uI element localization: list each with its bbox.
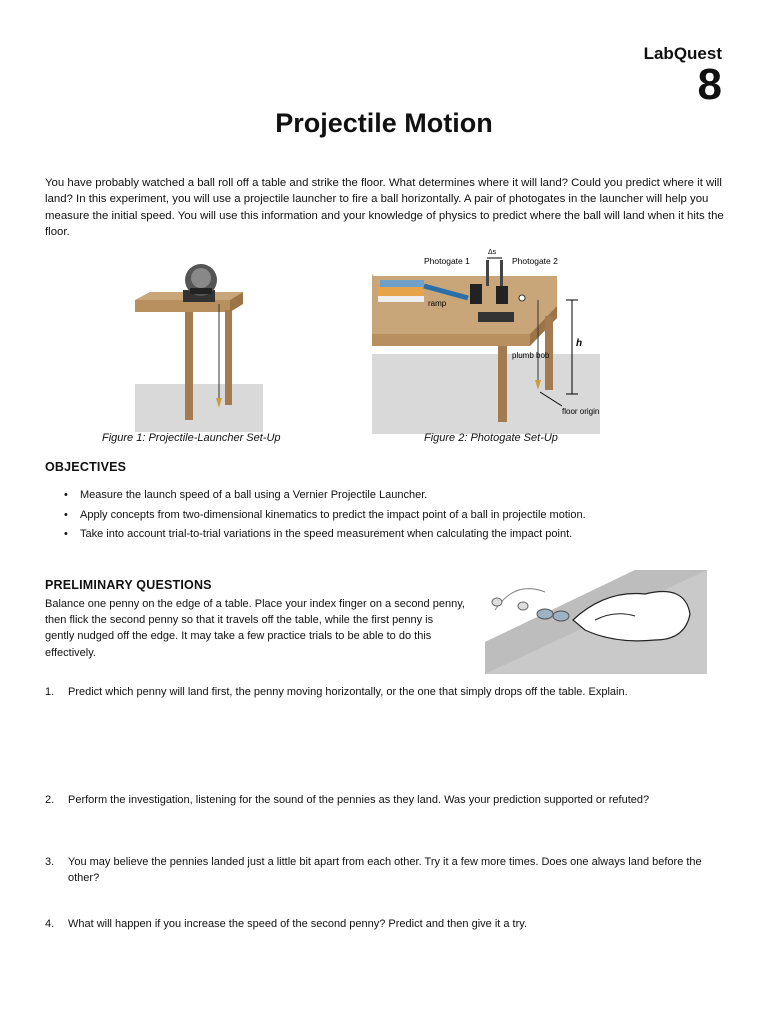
objective-item: • Measure the launch speed of a ball using a Vernier Projectile Launcher. <box>64 486 586 506</box>
photogate-2-label: Photogate 2 <box>512 256 558 266</box>
plumb-bob-label: plumb bob <box>512 351 550 360</box>
page-title: Projectile Motion <box>275 108 493 138</box>
lab-label: LabQuest <box>643 44 722 63</box>
preliminary-heading: PRELIMINARY QUESTIONS <box>45 578 212 592</box>
objective-item: • Take into account trial-to-trial variations in the speed measurement when calculating the impact point. <box>64 525 586 545</box>
question-number: 3. <box>45 856 55 868</box>
ramp-label: ramp <box>428 299 447 308</box>
figure-1-caption: Figure 1: Projectile-Launcher Set-Up <box>102 432 281 444</box>
figure-2-photogate-image <box>372 246 600 434</box>
delta-s-label: Δs <box>488 249 497 256</box>
question-1 <box>45 684 725 700</box>
question-text: Predict which penny will land first, the penny moving horizontally, or the one that simply drops off the table. Explain. <box>68 686 628 698</box>
question-4 <box>45 916 725 932</box>
photogate-1-label: Photogate 1 <box>424 256 470 266</box>
objectives-list <box>64 486 586 545</box>
intro-paragraph: You have probably watched a ball roll off a table and strike the floor. What determines where it will land? Could you predict where it will land? In this experiment, you will use a projectile launcher to fire a ball horizontally. A pair of photogates in the launcher will help you measure the initial speed. You will use this information and your knowledge of physics to predict where the ball will land when it hits the floor. <box>45 177 724 238</box>
question-2 <box>45 792 725 808</box>
question-text: You may believe the pennies landed just a little bit apart from each other. Try it a few more times. Does one always land before the other? <box>68 856 702 884</box>
objective-item: • Apply concepts from two-dimensional kinematics to predict the impact point of a ball in projectile motion. <box>64 506 586 526</box>
h-label: h <box>576 338 583 349</box>
question-number: 4. <box>45 918 55 930</box>
question-3 <box>45 854 725 886</box>
question-text: What will happen if you increase the speed of the second penny? Predict and then give it a try. <box>68 918 528 930</box>
penny-flick-image <box>485 570 707 674</box>
question-number: 1. <box>45 686 55 698</box>
preliminary-text: Balance one penny on the edge of a table. Place your index finger on a second penny, then flick the second penny so that it travels off the table, while the first penny is gently nudged off the edge. It may take a few practice trials to be able to do this effectively. <box>45 598 465 659</box>
objectives-heading: OBJECTIVES <box>45 460 127 474</box>
lab-number: 8 <box>697 60 722 109</box>
question-text: Perform the investigation, listening for the sound of the pennies as they land. Was your prediction supported or refuted? <box>68 794 650 806</box>
floor-origin-label: floor origin <box>562 407 600 416</box>
figure-2-caption: Figure 2: Photogate Set-Up <box>424 432 558 444</box>
figure-1-launcher-image <box>135 262 265 432</box>
question-number: 2. <box>45 794 55 806</box>
